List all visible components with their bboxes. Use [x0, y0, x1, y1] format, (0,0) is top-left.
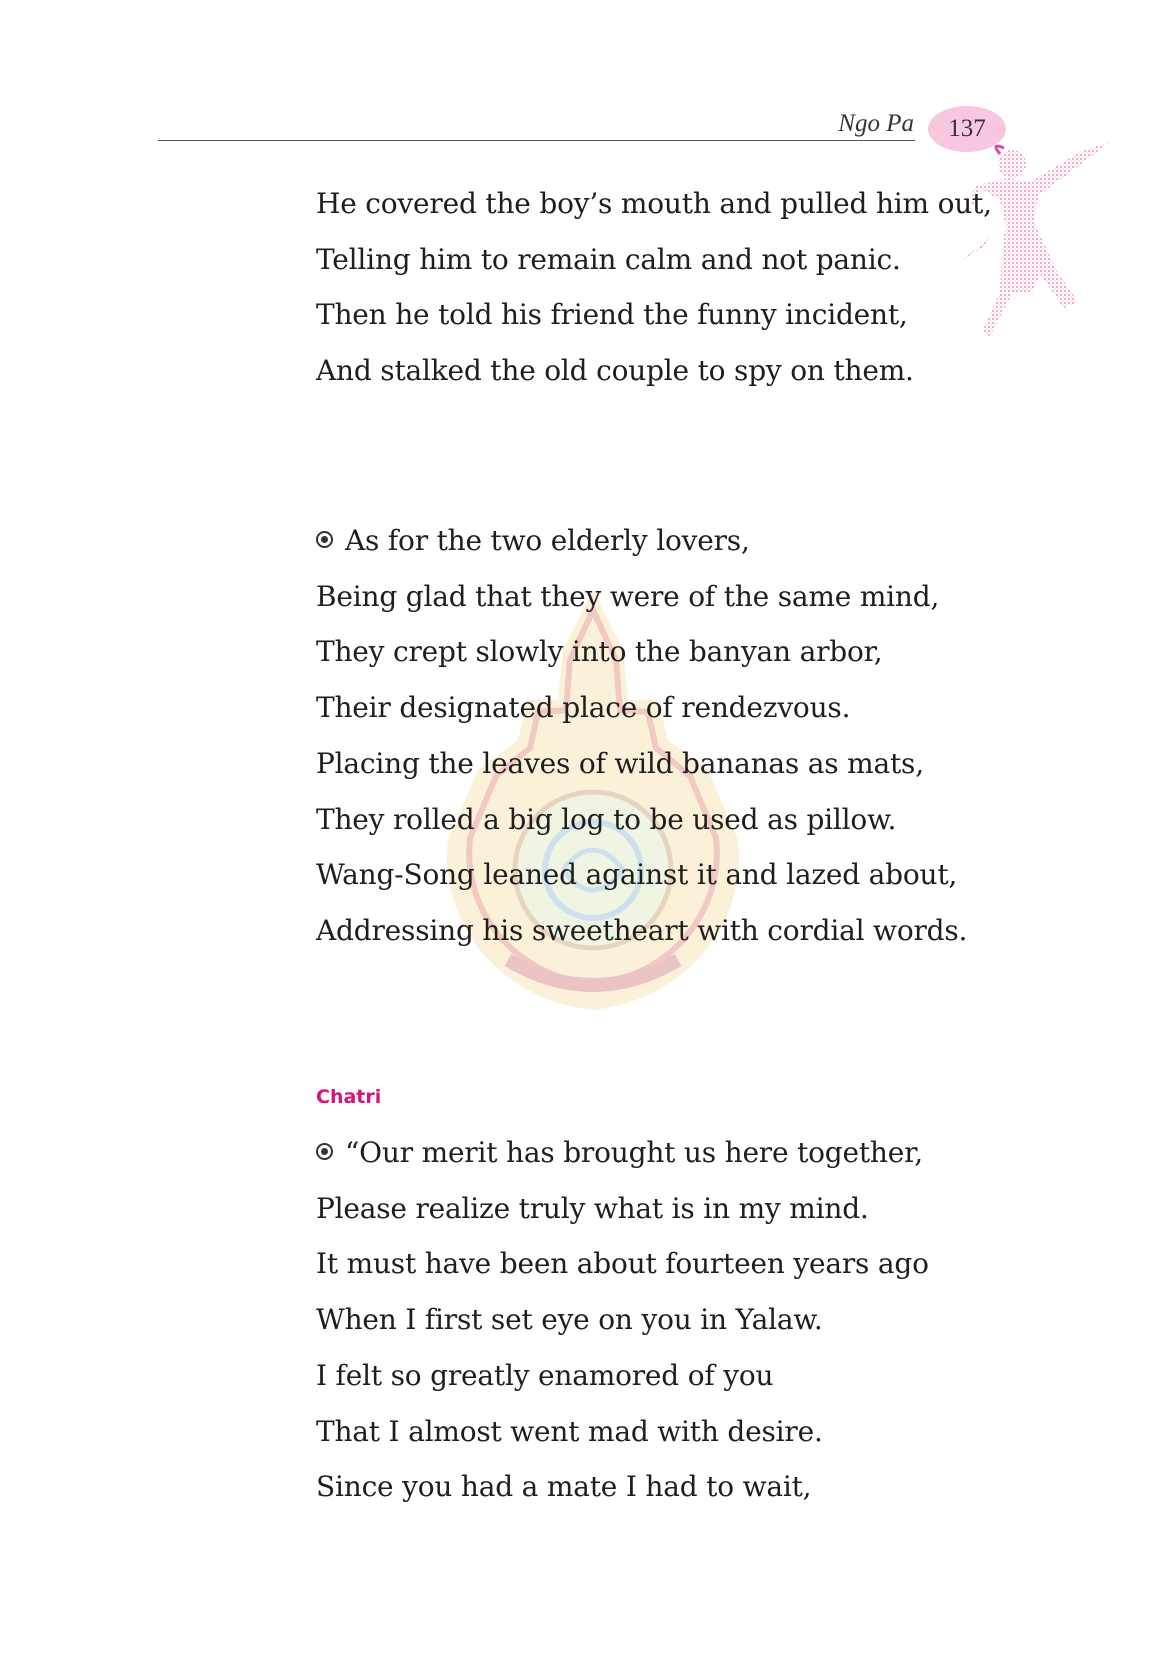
verse-line: Their designated place of rendezvous. [316, 691, 851, 725]
verse-line: I felt so greatly enamored of you [316, 1358, 774, 1392]
stanza-bullet-icon [316, 531, 333, 548]
verse-line-text: As for the two elderly lovers, [345, 524, 750, 557]
stanza-3 [316, 1125, 929, 1515]
verse-line: Since you had a mate I had to wait, [316, 1470, 812, 1504]
verse-line: They rolled a big log to be used as pillow. [316, 802, 897, 836]
speaker-label: Chatri [316, 1086, 382, 1108]
stanza-1 [316, 176, 992, 399]
verse-line: Wang-Song leaned against it and lazed about, [316, 858, 958, 892]
verse-line: Addressing his sweetheart with cordial words. [316, 913, 968, 947]
running-title: Ngo Pa [838, 110, 914, 137]
stanza-bullet-icon [316, 1143, 333, 1160]
verse-line: Please realize truly what is in my mind. [316, 1191, 869, 1225]
verse-line: Then he told his friend the funny incident, [316, 298, 908, 332]
verse-line: Telling him to remain calm and not panic. [316, 242, 901, 276]
verse-line: He covered the boy’s mouth and pulled him out, [316, 187, 992, 220]
verse-line: Being glad that they were of the same mind, [316, 579, 940, 613]
verse-line: That I almost went mad with desire. [316, 1414, 823, 1448]
header-rule [158, 140, 915, 141]
verse-line: They crept slowly into the banyan arbor, [316, 635, 883, 669]
verse-line: When I first set eye on you in Yalaw. [316, 1303, 823, 1337]
verse-line: And stalked the old couple to spy on them. [316, 354, 914, 388]
page-number: 137 [948, 115, 986, 142]
verse-line [316, 513, 967, 569]
verse-line-text: “Our merit has brought us here together, [345, 1136, 923, 1169]
verse-line [316, 1125, 929, 1181]
verse-line: Placing the leaves of wild bananas as mats, [316, 746, 924, 780]
stanza-2 [316, 513, 967, 959]
verse-line: It must have been about fourteen years ago [316, 1247, 929, 1281]
